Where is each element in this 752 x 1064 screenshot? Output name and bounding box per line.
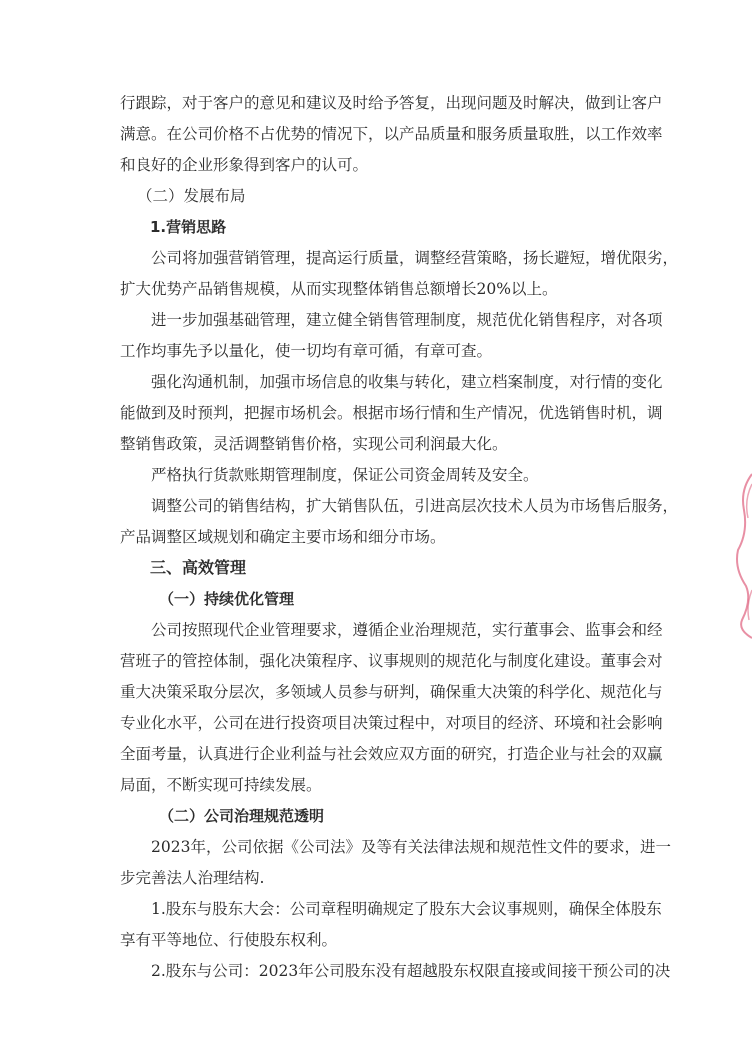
paragraph-line: 公司按照现代企业管理要求，遵循企业治理规范，实行董事会、监事会和经 bbox=[151, 621, 663, 639]
paragraph-line: 满意。在公司价格不占优势的情况下，以产品质量和服务质量取胜，以工作效率 bbox=[120, 125, 663, 143]
paragraph-line: 强化沟通机制，加强市场信息的收集与转化，建立档案制度，对行情的变化 bbox=[151, 373, 663, 391]
paragraph-line: 专业化水平，公司在进行投资项目决策过程中，对项目的经济、环境和社会影响 bbox=[120, 714, 663, 732]
paragraph-line: 扩大优势产品销售规模，从而实现整体销售总额增长20%以上。 bbox=[120, 280, 558, 298]
paragraph-line: 整销售政策，灵活调整销售价格，实现公司利润最大化。 bbox=[120, 435, 508, 453]
paragraph-line: 工作均事先予以量化，使一切均有章可循，有章可查。 bbox=[120, 342, 493, 360]
paragraph-line: 局面，不断实现可持续发展。 bbox=[120, 776, 322, 794]
subsection-heading: （一）持续优化管理 bbox=[159, 590, 295, 608]
paragraph-line: 产品调整区域规划和确定主要市场和细分市场。 bbox=[120, 528, 446, 546]
paragraph-line: 严格执行货款账期管理制度，保证公司资金周转及安全。 bbox=[151, 466, 539, 484]
section-heading: 三、高效管理 bbox=[150, 558, 247, 577]
paragraph-line: 能做到及时预判，把握市场机会。根据市场行情和生产情况，优选销售时机，调 bbox=[120, 404, 663, 422]
paragraph-line: 行跟踪，对于客户的意见和建议及时给予答复，出现问题及时解决，做到让客户 bbox=[120, 94, 663, 112]
paragraph-line: 步完善法人治理结构. bbox=[120, 869, 265, 887]
paragraph-line: 营班子的管控体制，强化决策程序、议事规则的规范化与制度化建设。董事会对 bbox=[120, 652, 663, 670]
paragraph-line: 享有平等地位、行使股东权利。 bbox=[120, 931, 338, 949]
paragraph-line: 公司将加强营销管理，提高运行质量，调整经营策略，扬长避短，增优限劣， bbox=[151, 249, 679, 267]
paragraph-line: 2023年，公司依据《公司法》及等有关法律法规和规范性文件的要求，进一 bbox=[151, 838, 671, 856]
paragraph-line: 进一步加强基础管理，建立健全销售管理制度，规范优化销售程序，对各项 bbox=[151, 311, 663, 329]
subsection-heading: 1.营销思路 bbox=[150, 218, 227, 236]
paragraph-line: 2.股东与公司：2023年公司股东没有超越股东权限直接或间接干预公司的决 bbox=[151, 962, 671, 980]
paragraph-line: 和良好的企业形象得到客户的认可。 bbox=[120, 156, 369, 174]
paragraph-line: 全面考量，认真进行企业利益与社会效应双方面的研究，打造企业与社会的双赢 bbox=[120, 745, 663, 763]
paragraph-line: 重大决策采取分层次，多领域人员参与研判，确保重大决策的科学化、规范化与 bbox=[120, 683, 663, 701]
paragraph-line: 1.股东与股东大会：公司章程明确规定了股东大会议事规则，确保全体股东 bbox=[151, 900, 662, 918]
seal-stamp-edge bbox=[732, 470, 752, 640]
paragraph-line: 调整公司的销售结构，扩大销售队伍，引进高层次技术人员为市场售后服务， bbox=[151, 497, 679, 515]
section-heading: （二）发展布局 bbox=[137, 187, 246, 205]
subsection-heading: （二）公司治理规范透明 bbox=[159, 807, 325, 825]
